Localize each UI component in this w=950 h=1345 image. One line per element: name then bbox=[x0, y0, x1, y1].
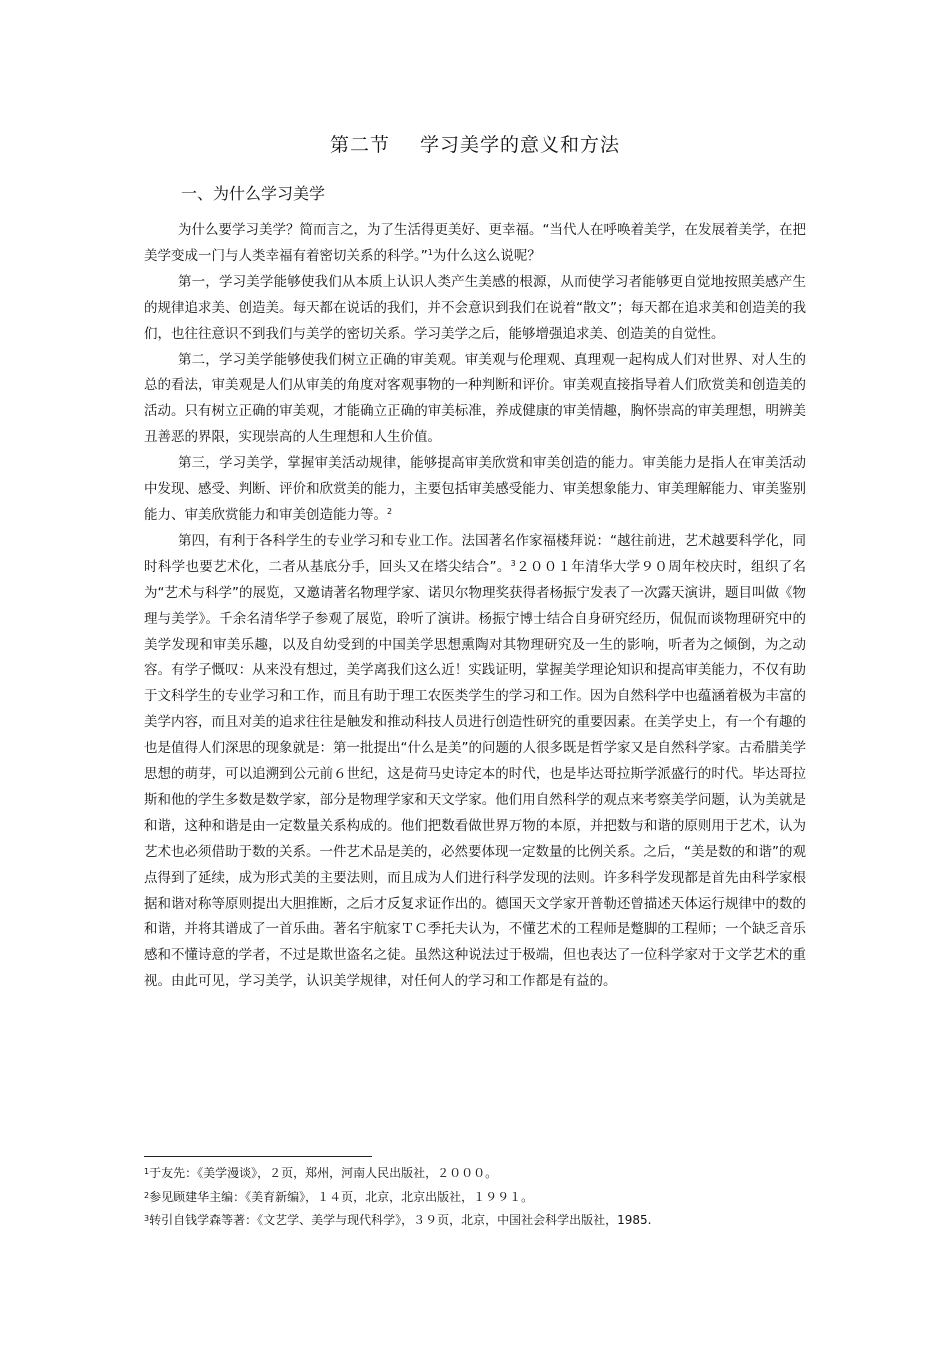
footnote-3: $^3$转引自钱学森等著：《文艺学、美学与现代科学》，３９页，北京，中国社会科学出版社，1985. bbox=[144, 1213, 652, 1227]
footnote-2: $^2$参见顾建华主编：《美育新编》，１４页，北京，北京出版社，１９９１。 bbox=[144, 1190, 534, 1204]
footnote-1: $^1$于友先：《美学漫谈》，２页，郑州，河南人民出版社，２０００。 bbox=[144, 1166, 498, 1180]
paragraph-third: 第三，学习美学，掌握审美活动规律，能够提高审美欣赏和审美创造的能力。审美能力是指人在审美活动中发现、感受、判断、评价和欣赏美的能力，主要包括审美感受能力、审美想象能力、审美理解能力、审美鉴别能力、审美欣赏能力和审美创造能力等。$^2$ bbox=[144, 455, 806, 523]
section-title-text: 学习美学的意义和方法 bbox=[420, 134, 621, 156]
footnote-ref: 2 bbox=[387, 506, 393, 516]
footnote-ref: 1 bbox=[427, 247, 433, 257]
section-number: 第二节 bbox=[329, 134, 390, 156]
paragraph-second: 第二，学习美学能够使我们树立正确的审美观。审美观与伦理观、真理观一起构成人们对世界、对人生的总的看法，审美观是人们从审美的角度对客观事物的一种判断和评价。审美观直接指导着人们欣赏美和创造美的活动。只有树立正确的审美观，才能确立正确的审美标准，养成健康的审美情趣，胸怀崇高的审美理想，明辨美丑善恶的界限，实现崇高的人生理想和人生价值。 bbox=[144, 351, 806, 446]
footnote-ref: 3 bbox=[510, 558, 516, 568]
paragraph-first: 第一，学习美学能够使我们从本质上认识人类产生美感的根源，从而使学习者能够更自觉地按照美感产生的规律追求美、创造美。每天都在说话的我们，并不会意识到我们在说着“散文”；每天都在追求美和创造美的我们，也往往意识不到我们与美学的密切关系。学习美学之后，能够增强追求美、创造美的自觉性。 bbox=[144, 273, 806, 342]
paragraph-fourth: 第四，有利于各科学生的专业学习和专业工作。法国著名作家福楼拜说：“越往前进，艺术越要科学化，同时科学也要艺术化，二者从基底分手，回头又在塔尖结合”。$^3$２００１年清华大学９０周年校庆时，组织了名为“艺术与科学”的展览，又邀请著名物理学家、诺贝尔物理奖获得者杨振宁发表了一次露天演讲，题目叫做《物理与美学》。千余名清华学子参观了展览，聆听了演讲。杨振宁博士结合自身研究经历，侃侃而谈物理研究中的美学发现和审美乐趣，以及自幼受到的中国美学思想熏陶对其物理研究及一生的影响，听者为之倾倒，为之动容。有学子慨叹：从来没有想过，美学离我们这么近！实践证明，掌握美学理论知识和提高审美能力，不仅有助于文科学生的专业学习和工作，而且有助于理工农医类学生的学习和工作。因为自然科学中也蕴涵着极为丰富的美学内容，而且对美的追求往往是触发和推动科技人员进行创造性研究的重要因素。在美学史上，有一个有趣的也是值得人们深思的现象就是：第一批提出“什么是美”的问题的人很多既是哲学家又是自然科学家。古希腊美学思想的萌芽，可以追溯到公元前６世纪，这是荷马史诗定本的时代，也是毕达哥拉斯学派盛行的时代。毕达哥拉斯和他的学生多数是数学家，部分是物理学家和天文学家。他们用自然科学的观点来考察美学问题，认为美就是和谐，这种和谐是由一定数量关系构成的。他们把数看做世界万物的本原，并把数与和谐的原则用于艺术，认为艺术也必须借助于数的关系。一件艺术品是美的，必然要体现一定数量的比例关系。之后，“美是数的和谐”的观点得到了延续，成为形式美的主要法则，而且成为人们进行科学发现的法则。许多科学发现都是首先由科学家根据和谐对称等原则提出大胆推断，之后才反复求证作出的。德国天文学家开普勒还曾描述天体运行规律中的数的和谐，并将其谱成了一首乐曲。著名宇航家ＴＣ季托夫认为，不懂艺术的工程师是蹩脚的工程师；一个缺乏音乐感和不懂诗意的学者，不过是欺世盗名之徒。虽然这种说法过于极端，但也表达了一位科学家对于文学艺术的重视。由此可见，学习美学，认识美学规律，对任何人的学习和工作都是有益的。 bbox=[144, 532, 807, 990]
body-text bbox=[144, 218, 806, 995]
paragraph-intro: 为什么要学习美学？简而言之，为了生活得更美好、更幸福。“当代人在呼唤着美学，在发展着美学，在把美学变成一门与人类幸福有着密切关系的科学。”$^1$为什么这么说呢？ bbox=[144, 222, 806, 264]
section-title bbox=[0, 130, 950, 157]
footnote-divider bbox=[144, 1156, 372, 1157]
subsection-heading: 一、为什么学习美学 bbox=[181, 184, 326, 203]
